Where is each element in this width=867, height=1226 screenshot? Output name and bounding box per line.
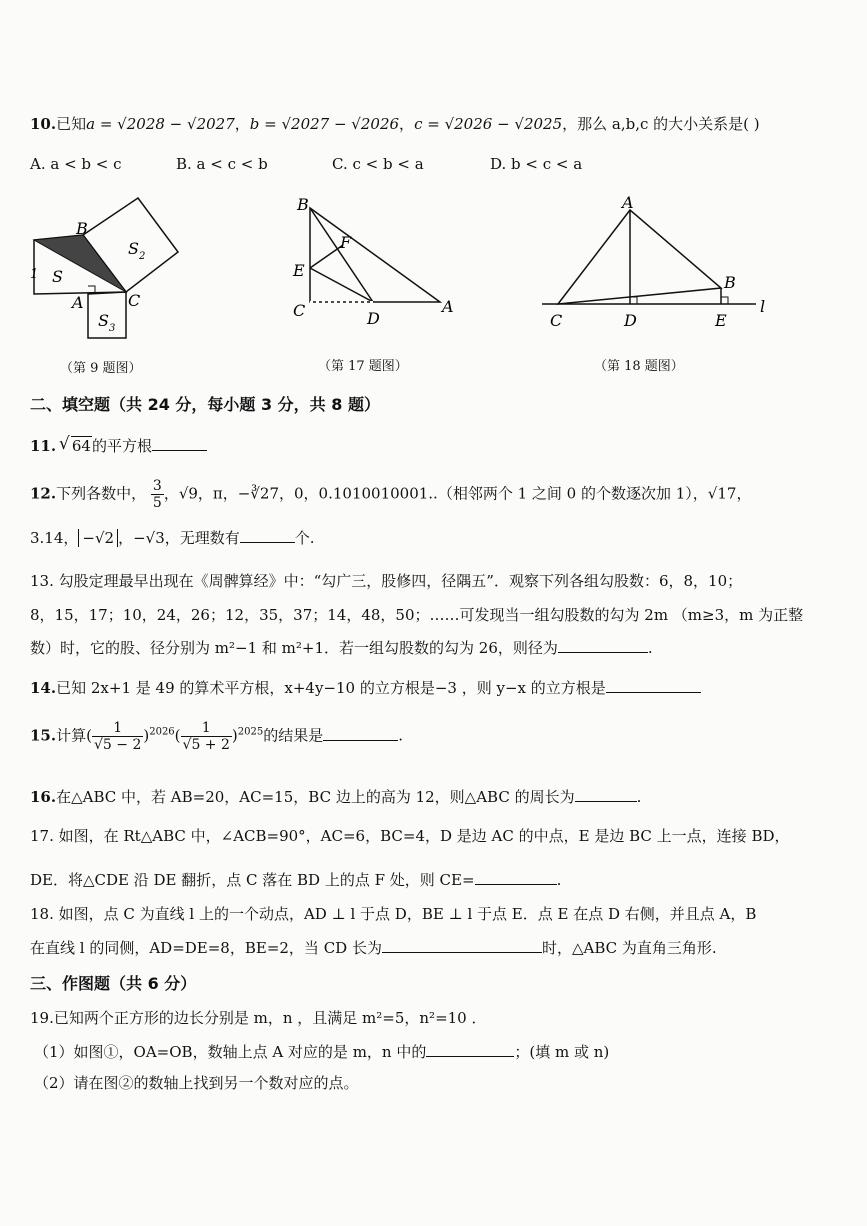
q17-line2-post: .: [556, 871, 562, 889]
q15-number: 15.: [30, 726, 57, 745]
q14-answer-blank[interactable]: [606, 678, 701, 693]
figure-17: [285, 190, 465, 330]
q10-stem: 10.已知a = √2028 − √2027，b = √2027 − √2026，c = √2026 − √2025，那么 a,b,c 的大小关系是( ): [30, 115, 760, 133]
q18-line2-post: 时，△ABC 为直角三角形.: [541, 939, 717, 957]
fig9-label-c: C: [128, 291, 141, 310]
q13-line3-post: .: [647, 639, 653, 657]
q11-text: 的平方根: [91, 437, 152, 455]
q16-text: 在△ABC 中，若 AB=20，AC=15，BC 边上的高为 12，则△ABC 的周长为: [56, 788, 575, 806]
q11-radicand: 64: [71, 437, 91, 455]
q16: [30, 787, 641, 807]
q18-line2-pre: 在直线 l 的同侧，AD=DE=8，BE=2，当 CD 长为: [30, 939, 382, 957]
q12-number: 12.: [30, 484, 57, 503]
q13-line3-pre: 数）时，它的股、径分别为 m²−1 和 m²+1．若一组勾股数的勾为 26，则径为: [30, 639, 558, 657]
q15-f2-num: 1: [181, 720, 232, 737]
q15-f1-den: √5 − 2: [93, 737, 142, 753]
fig17-label-f: F: [340, 233, 352, 252]
fig18-triangle-abc: [558, 210, 721, 304]
q19-part1-pre: （1）如图①，OA=OB，数轴上点 A 对应的是 m，n 中的: [34, 1043, 427, 1061]
q12-frac-num: 3: [152, 478, 162, 494]
q17-line1: 17. 如图，在 Rt△ABC 中，∠ACB=90°，AC=6，BC=4，D 是边 AC 的中点，E 是边 BC 上一点，连接 BD，: [30, 827, 790, 845]
q10-number: 10.: [30, 115, 57, 133]
q11-number: 11.: [30, 437, 57, 455]
fig17-line-ef: [310, 245, 343, 268]
q16-answer-blank[interactable]: [575, 787, 637, 802]
q15-answer-blank[interactable]: [323, 726, 398, 741]
q18-line1: 18. 如图，点 C 为直线 l 上的一个动点，AD ⊥ l 于点 D，BE ⊥ l 于点 E．点 E 在点 D 右侧，并且点 A，B: [30, 905, 757, 923]
q15-f1-num: 1: [92, 720, 143, 737]
q12-line2-mid: ，−√3，无理数有: [118, 529, 240, 547]
q15: 15.计算( $\frac{1}{√5 - 2}$ )$^{2026}$( $\frac{1}{√5 + 2}$ )$^{2025}$的结果是 .: [30, 720, 404, 753]
q15-f2-den: √5 + 2: [182, 737, 230, 753]
q19-part1-answer-blank[interactable]: [426, 1042, 514, 1057]
q17-answer-blank[interactable]: [475, 870, 557, 885]
fig9-label-left: 1: [30, 267, 39, 282]
q13-line3: [30, 638, 653, 658]
q12-answer-blank[interactable]: [240, 528, 295, 543]
q12-fraction: [151, 478, 164, 511]
fig9-label-s3: S: [98, 311, 109, 330]
q15-end: .: [398, 726, 404, 745]
q17-line2: [30, 870, 561, 890]
figure-9: [28, 190, 188, 350]
q12-line1: [30, 478, 751, 511]
q14-number: 14.: [30, 679, 57, 697]
q16-number: 16.: [30, 788, 57, 806]
fig9-label-s2-sub: 2: [139, 251, 146, 262]
fig17-label-a: A: [442, 297, 454, 316]
section3-title: 三、作图题（共 6 分）: [30, 974, 197, 993]
q12-frac-den: 5: [152, 495, 162, 511]
q14-text: 已知 2x+1 是 49 的算术平方根，x+4y−10 的立方根是−3 ，则 y−x 的立方根是: [56, 679, 606, 697]
fig18-label-e: E: [715, 311, 727, 330]
q10-pre: 已知: [56, 115, 87, 133]
q12-items: ，√9，π，−∛27，0，0.1010010001..（相邻两个 1 之间 0 的个数逐次加 1），√17，: [163, 484, 752, 503]
q13-line1: 13. 勾股定理最早出现在《周髀算经》中：“勾广三，股修四，径隅五”．观察下列各组勾股数：6，8，10；: [30, 572, 743, 590]
fig17-line-ed: [310, 268, 373, 302]
fig18-label-a: A: [622, 193, 634, 212]
q15-exp2: 2025: [237, 726, 264, 738]
q10-post: ，那么 a,b,c 的大小关系是( ): [562, 115, 760, 133]
q16-end: .: [636, 788, 642, 806]
q12-line2: [30, 528, 315, 548]
q15-pre: 计算: [56, 726, 87, 745]
fig17-label-e: E: [293, 261, 305, 280]
q11-sqrt: [61, 436, 92, 456]
fig18-right-angle-d: [630, 297, 637, 304]
figure-18: [538, 190, 778, 335]
fig9-caption: （第 9 题图）: [60, 361, 142, 376]
q12-line2-post: 个.: [294, 529, 315, 547]
q10-a-def: a = √2028 − √2027: [86, 115, 235, 133]
fig17-label-d: D: [367, 309, 380, 328]
fig17-caption: （第 17 题图）: [318, 359, 408, 374]
q13-answer-blank[interactable]: [558, 638, 648, 653]
q10-option-b: B. a < c < b: [176, 155, 268, 173]
q12-pre: 下列各数中，: [56, 484, 147, 503]
q10-option-d: D. b < c < a: [490, 155, 583, 173]
q15-exp1: 2026: [149, 726, 175, 738]
q19-part1: [34, 1042, 609, 1062]
q12-line2-pre: 3.14，: [30, 529, 79, 547]
fig9-label-a: A: [72, 293, 84, 312]
fig18-label-d: D: [624, 311, 637, 330]
q17-line2-pre: DE．将△CDE 沿 DE 翻折，点 C 落在 BD 上的点 F 处，则 CE=: [30, 871, 475, 889]
q10-c-def: c = √2026 − √2025: [414, 115, 563, 133]
fig9-label-b: B: [76, 219, 88, 238]
fig9-shaded-triangle: [34, 235, 126, 292]
q10-b-def: b = √2027 − √2026: [249, 115, 400, 133]
fig18-right-angle-e: [721, 297, 728, 304]
fig17-line-bd: [310, 208, 373, 302]
fig9-label-s2: S: [128, 239, 139, 258]
q14: [30, 678, 701, 698]
q19-line1: 19.已知两个正方形的边长分别是 m，n ，且满足 m²=5，n²=10 ．: [30, 1009, 487, 1027]
q15-fraction-2: [181, 720, 232, 753]
fig18-caption: （第 18 题图）: [594, 359, 684, 374]
fig9-label-s3-sub: 3: [109, 323, 116, 334]
q12-abs-value: −√2: [78, 529, 118, 547]
q13-line2: 8，15，17；10，24，26；12，35，37；14，48，50；……可发现当一组勾股数的勾为 2m （m≥3，m 为正整: [30, 606, 804, 624]
fig17-label-c: C: [293, 301, 306, 320]
q11-answer-blank[interactable]: [152, 436, 207, 451]
q18-answer-blank[interactable]: [382, 938, 542, 953]
q15-post: 的结果是: [263, 726, 324, 745]
q10-option-a: A. a < b < c: [30, 155, 122, 173]
fig18-label-c: C: [550, 311, 563, 330]
q11: [30, 436, 207, 456]
fig18-label-l: l: [760, 297, 766, 316]
q19-part2: （2）请在图②的数轴上找到另一个数对应的点。: [34, 1074, 359, 1092]
q18-line2: [30, 938, 717, 958]
q10-option-c: C. c < b < a: [332, 155, 424, 173]
fig17-label-b: B: [297, 195, 309, 214]
section2-title: 二、填空题（共 24 分，每小题 3 分，共 8 题）: [30, 395, 380, 414]
fig18-label-b: B: [724, 273, 736, 292]
fig9-label-s: S: [52, 267, 63, 286]
q19-part1-post: ；(填 m 或 n): [514, 1043, 610, 1061]
q15-fraction-1: [92, 720, 143, 753]
